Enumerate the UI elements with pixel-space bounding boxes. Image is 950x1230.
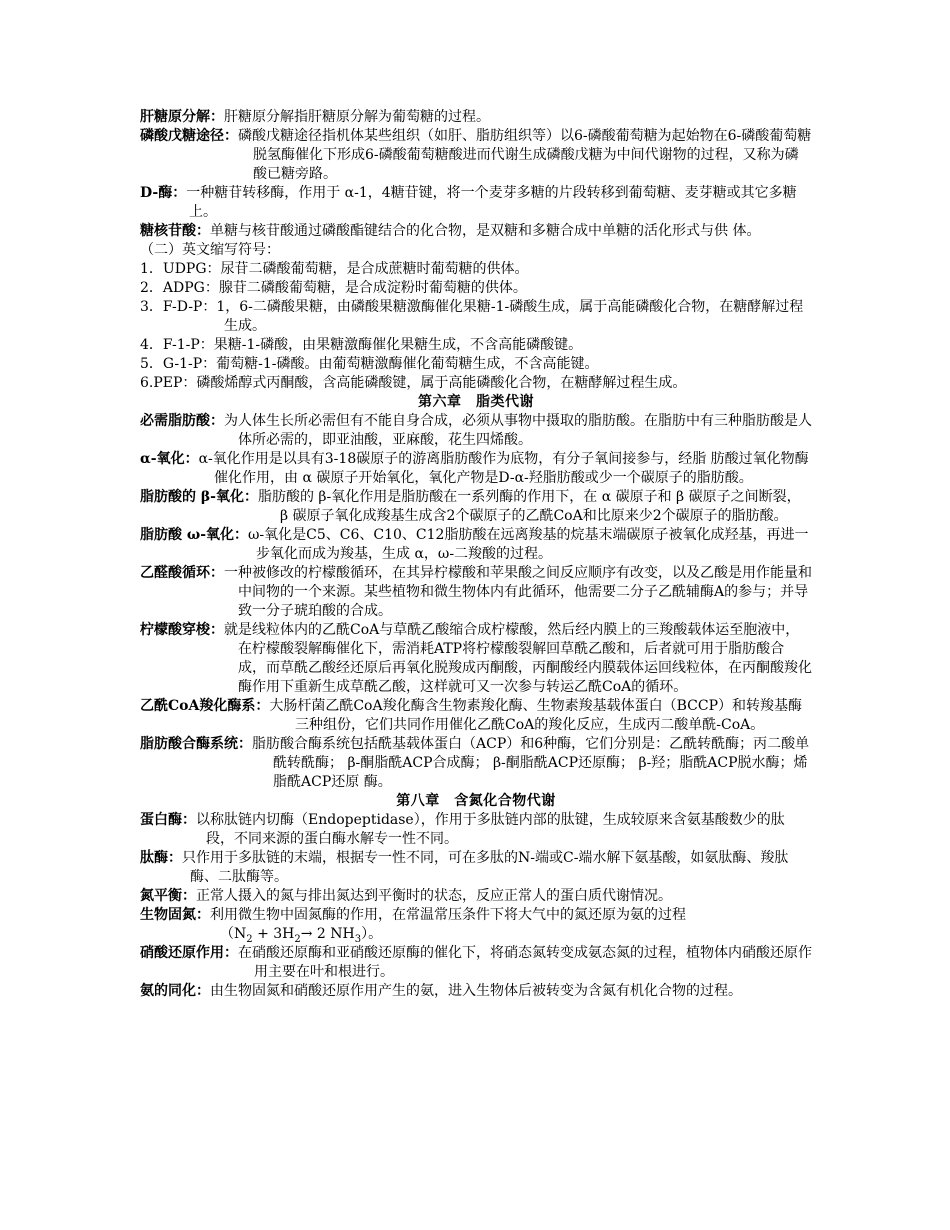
term: 磷酸戊糖途径： — [140, 128, 238, 144]
nitrogen-fixation-equation: （$N_2 + 3H_2\to 2$ $NH_3$）。 — [220, 926, 383, 945]
glossary-entry — [140, 450, 812, 488]
definition: 正常人摄入的氮与排出氮达到平衡时的状态，反应正常人的蛋白质代谢情况。 — [196, 888, 672, 904]
term: D-酶： — [140, 185, 187, 201]
glossary-entry — [140, 811, 812, 849]
term: 乙酰CoA羧化酶系： — [140, 698, 270, 714]
term: α-氧化： — [140, 451, 199, 467]
definition: 就是线粒体内的乙酰CoA与草酰乙酸缩合成柠檬酸，然后经内膜上的三羧酸载体运至胞液中，在柠檬酸裂解酶催化下，需消耗ATP将柠檬酸裂解回草酰乙酸和，后者就可用于脂肪酸合成，而草酰乙酸经还原后再氧化脱羧成丙酮酸，丙酮酸经内膜载体运回线粒体，在丙酮酸羧化酶作用下重新生成草酰乙酸，这样就可又一次参与转运乙酰CoA的循环。 — [224, 622, 812, 695]
definition: 脂肪酸合酶系统包括酰基载体蛋白（ACP）和6种酶，它们分别是：乙酰转酰酶；丙二酸单酰转酰酶； β-酮脂酰ACP合成酶； β-酮脂酰ACP还原酶； β-羟；脂酰ACP脱水酶；烯脂酰ACP还原 酶。 — [252, 736, 810, 790]
glossary-entry — [140, 564, 812, 621]
definition: 只作用于多肽链的末端，根据专一性不同，可在多肽的N-端或C-端水解下氨基酸，如氨肽酶、羧肽酶、二肽酶等。 — [182, 850, 789, 885]
definition: 一种被修改的柠檬酸循环，在其异柠檬酸和苹果酸之间反应顺序有改变，以及乙酸是用作能量和中间物的一个来源。某些植物和微生物体内有此循环，他需要二分子乙酰辅酶A的参与；并导致一分子琥珀酸的合成。 — [224, 565, 812, 619]
term: 脂肪酸的 β-氧化： — [140, 489, 258, 505]
glossary-entry — [140, 488, 812, 526]
term: 糖核苷酸： — [140, 223, 210, 239]
abbreviation-item — [140, 260, 812, 279]
abbreviation-item — [140, 355, 812, 374]
term: 硝酸还原作用： — [140, 945, 238, 961]
term: 氨的同化： — [140, 983, 210, 999]
glossary-entry — [140, 735, 812, 792]
glossary-entry — [140, 944, 812, 982]
abbr-definition: 果糖-1-磷酸，由果糖激酶催化果糖生成，不含高能磷酸键。 — [213, 337, 583, 353]
glossary-entry — [140, 127, 812, 184]
section-label: （二）英文缩写符号： — [140, 242, 280, 258]
term: 脂肪酸 ω-氧化： — [140, 527, 249, 543]
chapter-title: 第六章 脂类代谢 — [418, 394, 534, 410]
abbreviation-item — [140, 298, 812, 336]
abbr-label: 6.PEP： — [140, 375, 197, 391]
definition: 在硝酸还原酶和亚硝酸还原酶的催化下，将硝态氮转变成氨态氮的过程，植物体内硝酸还原作用主要在叶和根进行。 — [238, 945, 812, 980]
glossary-entry — [140, 526, 812, 564]
definition: α-氧化作用是以具有3-18碳原子的游离脂肪酸作为底物，有分子氧间接参与，经脂 肪酸过氧化物酶催化作用，由 α 碳原子开始氧化，氧化产物是D-α-羟脂肪酸或少一个碳原子的脂肪酸。 — [198, 451, 809, 486]
abbr-definition: 磷酸烯醇式丙酮酸，含高能磷酸键，属于高能磷酸化合物，在糖酵解过程生成。 — [196, 375, 687, 391]
definition: 肝糖原分解指肝糖原分解为葡萄糖的过程。 — [224, 109, 490, 125]
abbreviation-item — [140, 279, 812, 298]
chapter-title: 第八章 含氮化合物代谢 — [396, 793, 556, 809]
definition: 利用微生物中固氮酶的作用，在常温常压条件下将大气中的氮还原为氨的过程 — [210, 907, 686, 923]
abbr-label: 1．UDPG： — [140, 261, 221, 277]
definition: 由生物固氮和硝酸还原作用产生的氨，进入生物体后被转变为含氮有机化合物的过程。 — [210, 983, 742, 999]
glossary-entry — [140, 906, 812, 944]
term: 柠檬酸穿梭： — [140, 622, 224, 638]
glossary-entry — [140, 697, 812, 735]
definition: 为人体生长所必需但有不能自身合成，必须从事物中摄取的脂肪酸。在脂肪中有三种脂肪酸是人体所必需的，即亚油酸，亚麻酸，花生四烯酸。 — [224, 413, 812, 448]
abbr-label: 4．F-1-P： — [140, 337, 214, 353]
definition: ω-氧化是C5、C6、C10、C12脂肪酸在远离羧基的烷基末端碳原子被氧化成羟基，再进一步氧化而成为羧基，生成 α，ω-二羧酸的过程。 — [248, 527, 809, 562]
abbr-label: 5．G-1-P： — [140, 356, 217, 372]
glossary-entry — [140, 982, 812, 1001]
glossary-entry — [140, 222, 812, 241]
abbr-definition: 1，6-二磷酸果糖，由磷酸果糖激酶催化果糖-1-磷酸生成，属于高能磷酸化合物，在糖酵解过程生成。 — [216, 299, 804, 334]
definition: 以称肽链内切酶（Endopeptidase），作用于多肽链内部的肽键，生成较原来含氨基酸数少的肽段，不同来源的蛋白酶水解专一性不同。 — [196, 812, 785, 847]
definition: 磷酸戊糖途径指机体某些组织（如肝、脂肪组织等）以6-磷酸葡萄糖为起始物在6-磷酸葡萄糖脱氢酶催化下形成6-磷酸葡萄糖酸进而代谢生成磷酸戊糖为中间代谢物的过程，又称为磷酸已糖旁路。 — [238, 128, 812, 182]
term: 蛋白酶： — [140, 812, 196, 828]
abbreviation-item — [140, 336, 812, 355]
abbr-definition: 腺苷二磷酸葡萄糖，是合成淀粉时葡萄糖的供体。 — [218, 280, 527, 296]
abbr-definition: 葡萄糖-1-磷酸。由葡萄糖激酶催化葡萄糖生成，不含高能键。 — [216, 356, 599, 372]
abbr-label: 2．ADPG： — [140, 280, 219, 296]
definition: 单糖与核苷酸通过磷酸酯键结合的化合物，是双糖和多糖合成中单糖的活化形式与供 体。 — [210, 223, 761, 239]
term: 肝糖原分解： — [140, 109, 224, 125]
glossary-entry — [140, 412, 812, 450]
term: 氮平衡： — [140, 888, 196, 904]
term: 脂肪酸合酶系统： — [140, 736, 252, 752]
definition: 大肠杆菌乙酰CoA羧化酶含生物素羧化酶、生物素羧基载体蛋白（BCCP）和转羧基酶三种组份，它们共同作用催化乙酰CoA的羧化反应，生成丙二酸单酰-CoA。 — [269, 698, 802, 733]
term: 肽酶： — [140, 850, 182, 866]
glossary-entry — [140, 621, 812, 697]
abbreviation-item — [140, 374, 812, 393]
glossary-entry — [140, 108, 812, 127]
abbr-definition: 尿苷二磷酸葡萄糖，是合成蔗糖时葡萄糖的供体。 — [220, 261, 529, 277]
definition: 脂肪酸的 β-氧化作用是脂肪酸在一系列酶的作用下，在 α 碳原子和 β 碳原子之间断裂， β 碳原子氧化成羧基生成含2个碳原子的乙酰CoA和比原来少2个碳原子的脂肪酸。 — [257, 489, 801, 524]
term: 必需脂肪酸： — [140, 413, 224, 429]
term: 乙醛酸循环： — [140, 565, 224, 581]
definition: 一种糖苷转移酶，作用于 α-1，4糖苷键，将一个麦芽多糖的片段转移到葡萄糖、麦芽糖或其它多糖上。 — [186, 185, 797, 220]
glossary-entry — [140, 887, 812, 906]
document-page — [140, 108, 812, 1001]
term: 生物固氮： — [140, 907, 210, 923]
glossary-entry — [140, 849, 812, 887]
abbr-label: 3．F-D-P： — [140, 299, 217, 315]
glossary-entry — [140, 184, 812, 222]
